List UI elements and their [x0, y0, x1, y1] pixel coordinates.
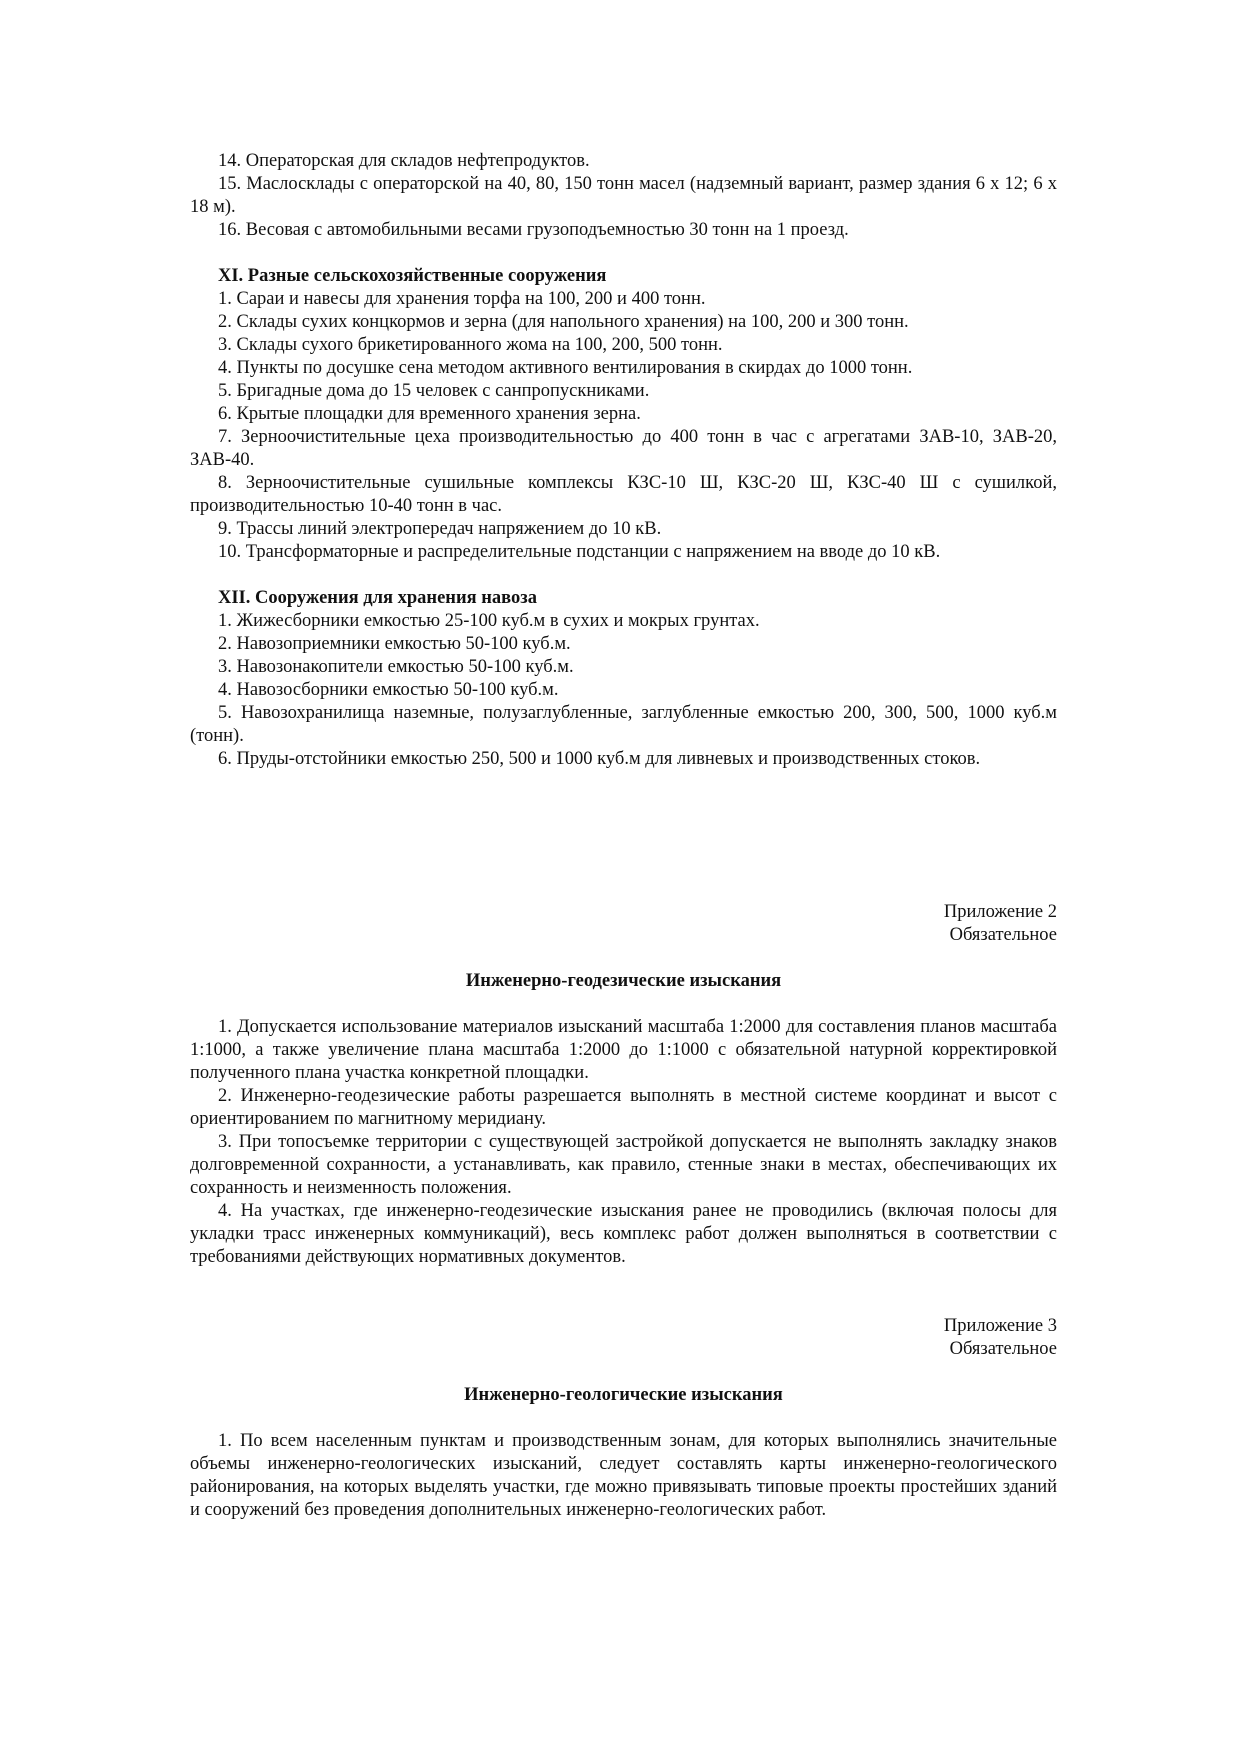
list-item: 4. Пункты по досушке сена методом активного вентилирования в скирдах до 1000 тонн.	[218, 358, 913, 378]
appendix-3-title: Инженерно-геологические изыскания	[464, 1385, 783, 1405]
list-item: 14. Операторская для складов нефтепродуктов.	[218, 151, 590, 171]
list-item: 16. Весовая с автомобильными весами грузоподъемностью 30 тонн на 1 проезд.	[218, 220, 849, 240]
list-item: 7. Зерноочистительные цеха производительностью до 400 тонн в час с агрегатами ЗАВ-10, ЗАВ-20, ЗАВ-40.	[190, 427, 1057, 470]
list-item: 1. Жижесборники емкостью 25-100 куб.м в сухих и мокрых грунтах.	[218, 611, 760, 631]
section-heading-xi: XI. Разные сельскохозяйственные сооружения	[218, 266, 607, 286]
list-item: 3. Навозонакопители емкостью 50-100 куб.м.	[218, 657, 574, 677]
list-item: 1. Сараи и навесы для хранения торфа на 100, 200 и 400 тонн.	[218, 289, 706, 309]
list-item: 6. Пруды-отстойники емкостью 250, 500 и 1000 куб.м для ливневых и производственных стоков.	[218, 749, 981, 769]
list-item: 4. Навозосборники емкостью 50-100 куб.м.	[218, 680, 559, 700]
list-item: 5. Бригадные дома до 15 человек с санпропускниками.	[218, 381, 650, 401]
list-item: 2. Склады сухих концкормов и зерна (для напольного хранения) на 100, 200 и 300 тонн.	[218, 312, 909, 332]
list-item: 1. По всем населенным пунктам и производственным зонам, для которых выполнялись значительные объемы инженерно-геологических изысканий, следует составлять карты инженерно-геологического районирования, на которых выделять участки, где можно привязывать типовые проекты простейших зданий и сооружений без проведения дополнительных инженерно-геологических работ.	[190, 1431, 1057, 1520]
appendix-2-status: Обязательное	[949, 925, 1057, 945]
appendix-2-title: Инженерно-геодезические изыскания	[465, 971, 782, 991]
list-item: 15. Маслосклады с операторской на 40, 80, 150 тонн масел (надземный вариант, размер здания 6 х 12; 6 х 18 м).	[190, 174, 1057, 217]
list-item: 2. Инженерно-геодезические работы разрешается выполнять в местной системе координат и высот с ориентированием по магнитному меридиану.	[190, 1086, 1057, 1129]
list-item: 4. На участках, где инженерно-геодезические изыскания ранее не проводились (включая полосы для укладки трасс инженерных коммуникаций), весь комплекс работ должен выполняться в соответствии с требованиями действующих нормативных документов.	[190, 1201, 1057, 1267]
document-page	[190, 150, 1057, 1522]
section-heading-xii: XII. Сооружения для хранения навоза	[218, 588, 537, 608]
list-item: 3. При топосъемке территории с существующей застройкой допускается не выполнять закладку знаков долговременной сохранности, а устанавливать, как правило, стенные знаки в местах, обеспечивающих их сохранность и неизменность положения.	[190, 1132, 1057, 1198]
list-item: 10. Трансформаторные и распределительные подстанции с напряжением на вводе до 10 кВ.	[218, 542, 941, 562]
list-item: 1. Допускается использование материалов изысканий масштаба 1:2000 для составления планов масштаба 1:1000, а также увеличение плана масштаба 1:2000 до 1:1000 с обязательной натурной корректировкой полученного плана участка конкретной площадки.	[190, 1017, 1057, 1083]
list-item: 2. Навозоприемники емкостью 50-100 куб.м.	[218, 634, 571, 654]
list-item: 9. Трассы линий электропередач напряжением до 10 кВ.	[218, 519, 662, 539]
appendix-3-status: Обязательное	[949, 1339, 1057, 1359]
list-item: 3. Склады сухого брикетированного жома на 100, 200, 500 тонн.	[218, 335, 723, 355]
appendix-3-label: Приложение 3	[943, 1316, 1057, 1336]
list-item: 6. Крытые площадки для временного хранения зерна.	[218, 404, 641, 424]
appendix-2-label: Приложение 2	[943, 902, 1057, 922]
list-item: 5. Навозохранилища наземные, полузаглубленные, заглубленные емкостью 200, 300, 500, 1000 куб.м (тонн).	[190, 703, 1057, 746]
list-item: 8. Зерноочистительные сушильные комплексы КЗС-10 Ш, КЗС-20 Ш, КЗС-40 Ш с сушилкой, производительностью 10-40 тонн в час.	[190, 473, 1057, 516]
